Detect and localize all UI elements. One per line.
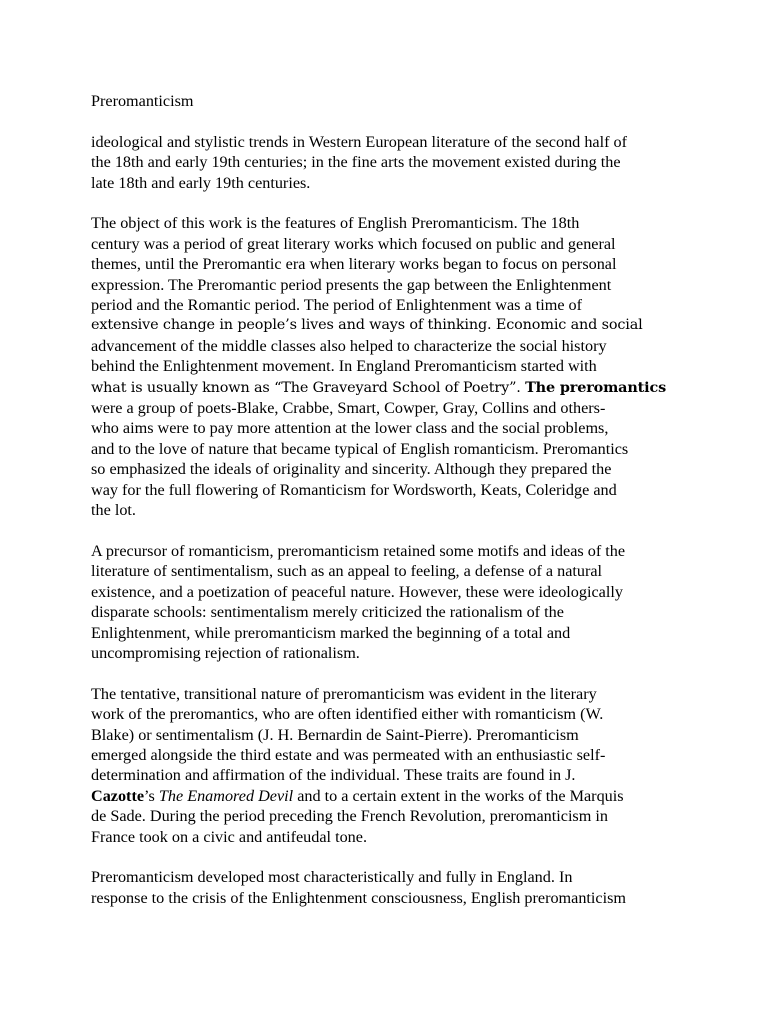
- text-line: emerged alongside the third estate and was permeated with an enthusiastic self-: [91, 745, 606, 764]
- line-rest: and to a certain extent in the works of the Marquis: [293, 786, 624, 805]
- text-line: A precursor of romanticism, preromanticism retained some motifs and ideas of the: [91, 541, 626, 560]
- text-line: literature of sentimentalism, such as an appeal to feeling, a defense of a natural: [91, 562, 603, 581]
- text-line: the lot.: [91, 501, 136, 520]
- preromantics-phrase: The preromantics: [525, 378, 667, 396]
- text-line: Blake) or sentimentalism (J. H. Bernardin de Saint-Pierre). Preromanticism: [91, 725, 579, 744]
- text-line: [91, 377, 681, 398]
- text-line: extensive change in people’s lives and ways of thinking. Economic and social: [91, 317, 643, 334]
- text-line: The tentative, transitional nature of preromanticism was evident in the literary: [91, 684, 597, 703]
- text-line: response to the crisis of the Enlightenment consciousness, English preromanticism: [91, 888, 626, 907]
- text-line: behind the Enlightenment movement. In England Preromanticism started with: [91, 357, 597, 376]
- text-line: the 18th and early 19th centuries; in the fine arts the movement existed during the: [91, 153, 621, 172]
- paragraph-definition: [91, 132, 681, 193]
- text-line: work of the preromantics, who are often identified either with romanticism (W.: [91, 705, 604, 724]
- author-name: Cazotte: [91, 786, 145, 805]
- text-line: late 18th and early 19th centuries.: [91, 173, 311, 192]
- text-line: uncompromising rejection of rationalism.: [91, 643, 360, 662]
- text-line: disparate schools: sentimentalism merely criticized the rationalism of the: [91, 603, 564, 622]
- text-line: way for the full flowering of Romanticism for Wordsworth, Keats, Coleridge and: [91, 480, 617, 499]
- text-line: France took on a civic and antifeudal tone.: [91, 827, 367, 846]
- text-line: existence, and a poetization of peaceful nature. However, these were ideologically: [91, 582, 623, 601]
- text-line: so emphasized the ideals of originality and sincerity. Although they prepared the: [91, 460, 612, 479]
- text-line: were a group of poets-Blake, Crabbe, Smart, Cowper, Gray, Collins and others-: [91, 399, 606, 418]
- paragraph-transitional-nature: [91, 684, 681, 847]
- text-line: century was a period of great literary works which focused on public and general: [91, 234, 616, 253]
- text-line: de Sade. During the period preceding the French Revolution, preromanticism in: [91, 807, 608, 826]
- document-page: [91, 91, 681, 929]
- text-line: advancement of the middle classes also helped to characterize the social history: [91, 336, 607, 355]
- text-line: [91, 786, 681, 806]
- paragraph-england: [91, 867, 681, 908]
- text-line: ideological and stylistic trends in Western European literature of the second half of: [91, 132, 628, 151]
- paragraph-object-of-work: [91, 213, 681, 520]
- paragraph-precursor: [91, 541, 681, 663]
- text-line: and to the love of nature that became typical of English romanticism. Preromantics: [91, 439, 629, 458]
- text-line: The object of this work is the features of English Preromanticism. The 18th: [91, 214, 580, 233]
- work-title: The Enamored Devil: [158, 786, 294, 805]
- text-line: determination and affirmation of the individual. These traits are found in J.: [91, 766, 576, 785]
- text-line: Preromanticism developed most characteristically and fully in England. In: [91, 868, 573, 887]
- text-line: who aims were to pay more attention at the lower class and the social problems,: [91, 419, 609, 438]
- possessive: ’s: [144, 786, 159, 805]
- document-title: Preromanticism: [91, 92, 194, 110]
- text-line: period and the Romantic period. The period of Enlightenment was a time of: [91, 296, 583, 315]
- text-line: themes, until the Preromantic era when literary works began to focus on personal: [91, 255, 617, 274]
- graveyard-school-phrase: what is usually known as “The Graveyard School of Poetry”.: [91, 379, 526, 396]
- text-line: Enlightenment, while preromanticism marked the beginning of a total and: [91, 623, 571, 642]
- text-line: expression. The Preromantic period presents the gap between the Enlightenment: [91, 275, 612, 294]
